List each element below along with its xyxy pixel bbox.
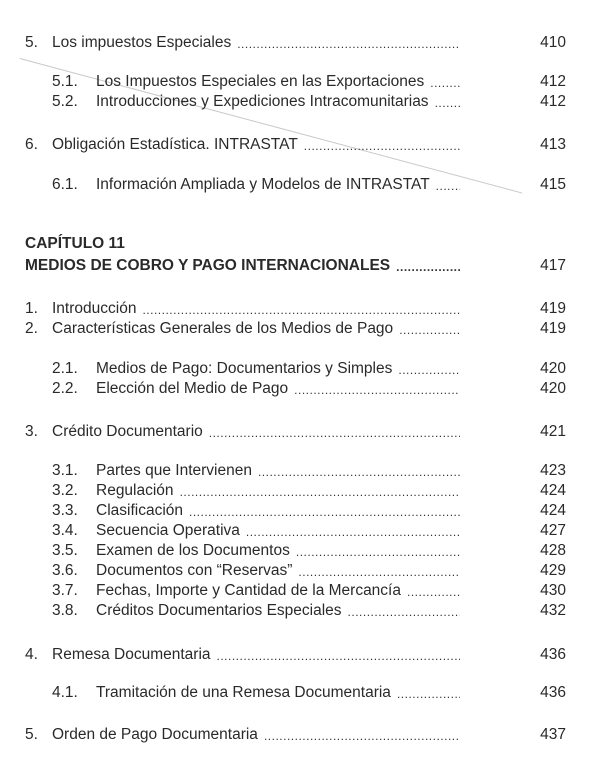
- entry-title: Orden de Pago Documentaria: [52, 726, 258, 743]
- chapter-title: MEDIOS DE COBRO Y PAGO INTERNACIONALES: [25, 257, 391, 274]
- chapter-heading[interactable]: [25, 256, 566, 276]
- toc-entry[interactable]: [25, 461, 566, 481]
- entry-title: Clasificación: [96, 502, 184, 519]
- entry-title: Crédito Documentario: [52, 423, 203, 440]
- entry-number: 3.: [25, 423, 38, 440]
- entry-number: 4.: [25, 646, 38, 663]
- entry-title: Características Generales de los Medios de Pago: [52, 320, 394, 337]
- entry-page: 420: [540, 360, 566, 377]
- entry-title: Elección del Medio de Pago: [96, 380, 289, 397]
- entry-page: 430: [540, 582, 566, 599]
- toc-entry[interactable]: [25, 175, 566, 195]
- entry-title: Los Impuestos Especiales en las Exportaciones: [96, 73, 425, 90]
- chapter-label: CAPÍTULO 11: [25, 235, 125, 252]
- dot-leader: [298, 561, 460, 581]
- entry-number: 3.8.: [52, 602, 78, 619]
- dot-leader: [209, 422, 460, 442]
- toc-entry[interactable]: [25, 541, 566, 561]
- entry-page: 428: [540, 542, 566, 559]
- entry-number: 6.: [25, 136, 38, 153]
- entry-title: Examen de los Documentos: [96, 542, 290, 559]
- toc-entry[interactable]: [25, 581, 566, 601]
- toc-entry[interactable]: [25, 725, 566, 745]
- entry-page: 423: [540, 462, 566, 479]
- toc-entry[interactable]: [25, 135, 566, 155]
- toc-entry[interactable]: [25, 601, 566, 621]
- dot-leader: [237, 33, 460, 53]
- toc-entry[interactable]: [25, 299, 566, 319]
- entry-number: 3.6.: [52, 562, 78, 579]
- dot-leader: [296, 541, 460, 561]
- entry-number: 4.1.: [52, 684, 78, 701]
- dot-leader: [398, 359, 460, 379]
- entry-number: 2.: [25, 320, 38, 337]
- dot-leader: [399, 319, 460, 339]
- toc-entry[interactable]: [25, 422, 566, 442]
- entry-page: 412: [540, 93, 566, 110]
- dot-leader: [180, 481, 460, 501]
- entry-page: 429: [540, 562, 566, 579]
- entry-page: 413: [540, 136, 566, 153]
- entry-title: Documentos con “Reservas”: [96, 562, 293, 579]
- toc-entry[interactable]: [25, 645, 566, 665]
- dot-leader: [294, 379, 460, 399]
- entry-page: 412: [540, 73, 566, 90]
- toc-entry[interactable]: [25, 92, 566, 112]
- entry-page: 437: [540, 726, 566, 743]
- dot-leader: [217, 645, 460, 665]
- dot-leader: [348, 601, 460, 621]
- entry-number: 6.1.: [52, 176, 78, 193]
- dot-leader: [430, 72, 460, 92]
- dot-leader: [189, 501, 460, 521]
- dot-leader: [396, 256, 460, 276]
- entry-number: 3.3.: [52, 502, 78, 519]
- toc-entry[interactable]: [25, 481, 566, 501]
- toc-entry[interactable]: [25, 683, 566, 703]
- entry-title: Partes que Intervienen: [96, 462, 252, 479]
- entry-title: Medios de Pago: Documentarios y Simples: [96, 360, 393, 377]
- entry-number: 3.7.: [52, 582, 78, 599]
- dot-leader: [142, 299, 460, 319]
- entry-title: Información Ampliada y Modelos de INTRASTAT: [96, 176, 430, 193]
- toc-entry[interactable]: [25, 561, 566, 581]
- toc-entry[interactable]: [25, 359, 566, 379]
- entry-page: 427: [540, 522, 566, 539]
- toc-entry[interactable]: [25, 521, 566, 541]
- entry-title: Secuencia Operativa: [96, 522, 240, 539]
- entry-page: 436: [540, 646, 566, 663]
- entry-page: 424: [540, 482, 566, 499]
- dot-leader: [258, 461, 460, 481]
- entry-number: 2.1.: [52, 360, 78, 377]
- entry-title: Créditos Documentarios Especiales: [96, 602, 342, 619]
- entry-title: Introducciones y Expediciones Intracomunitarias: [96, 93, 429, 110]
- toc-entry[interactable]: [25, 72, 566, 92]
- dot-leader: [304, 135, 460, 155]
- dot-leader: [264, 725, 460, 745]
- entry-page: 419: [540, 300, 566, 317]
- entry-page: 415: [540, 176, 566, 193]
- toc-entry[interactable]: [25, 501, 566, 521]
- toc-entry[interactable]: [25, 319, 566, 339]
- entry-title: Introducción: [52, 300, 137, 317]
- toc-entry[interactable]: [25, 33, 566, 53]
- entry-number: 5.: [25, 726, 38, 743]
- entry-page: 432: [540, 602, 566, 619]
- dot-leader: [246, 521, 460, 541]
- entry-number: 3.1.: [52, 462, 78, 479]
- entry-page: 420: [540, 380, 566, 397]
- entry-number: 1.: [25, 300, 38, 317]
- entry-page: 436: [540, 684, 566, 701]
- entry-title: Obligación Estadística. INTRASTAT: [52, 136, 298, 153]
- toc-entry[interactable]: [25, 379, 566, 399]
- entry-page: 419: [540, 320, 566, 337]
- entry-title: Tramitación de una Remesa Documentaria: [96, 684, 391, 701]
- dot-leader: [435, 92, 460, 112]
- entry-title: Fechas, Importe y Cantidad de la Mercancía: [96, 582, 401, 599]
- entry-number: 3.5.: [52, 542, 78, 559]
- entry-page: 421: [540, 423, 566, 440]
- entry-number: 5.: [25, 34, 38, 51]
- entry-title: Remesa Documentaria: [52, 646, 211, 663]
- entry-number: 5.1.: [52, 73, 78, 90]
- chapter-page: 417: [540, 257, 566, 274]
- entry-number: 2.2.: [52, 380, 78, 397]
- entry-page: 410: [540, 34, 566, 51]
- entry-page: 424: [540, 502, 566, 519]
- dot-leader: [397, 683, 460, 703]
- dot-leader: [436, 175, 460, 195]
- entry-number: 5.2.: [52, 93, 78, 110]
- entry-title: Regulación: [96, 482, 174, 499]
- entry-number: 3.2.: [52, 482, 78, 499]
- entry-title: Los impuestos Especiales: [52, 34, 232, 51]
- entry-number: 3.4.: [52, 522, 78, 539]
- dot-leader: [407, 581, 460, 601]
